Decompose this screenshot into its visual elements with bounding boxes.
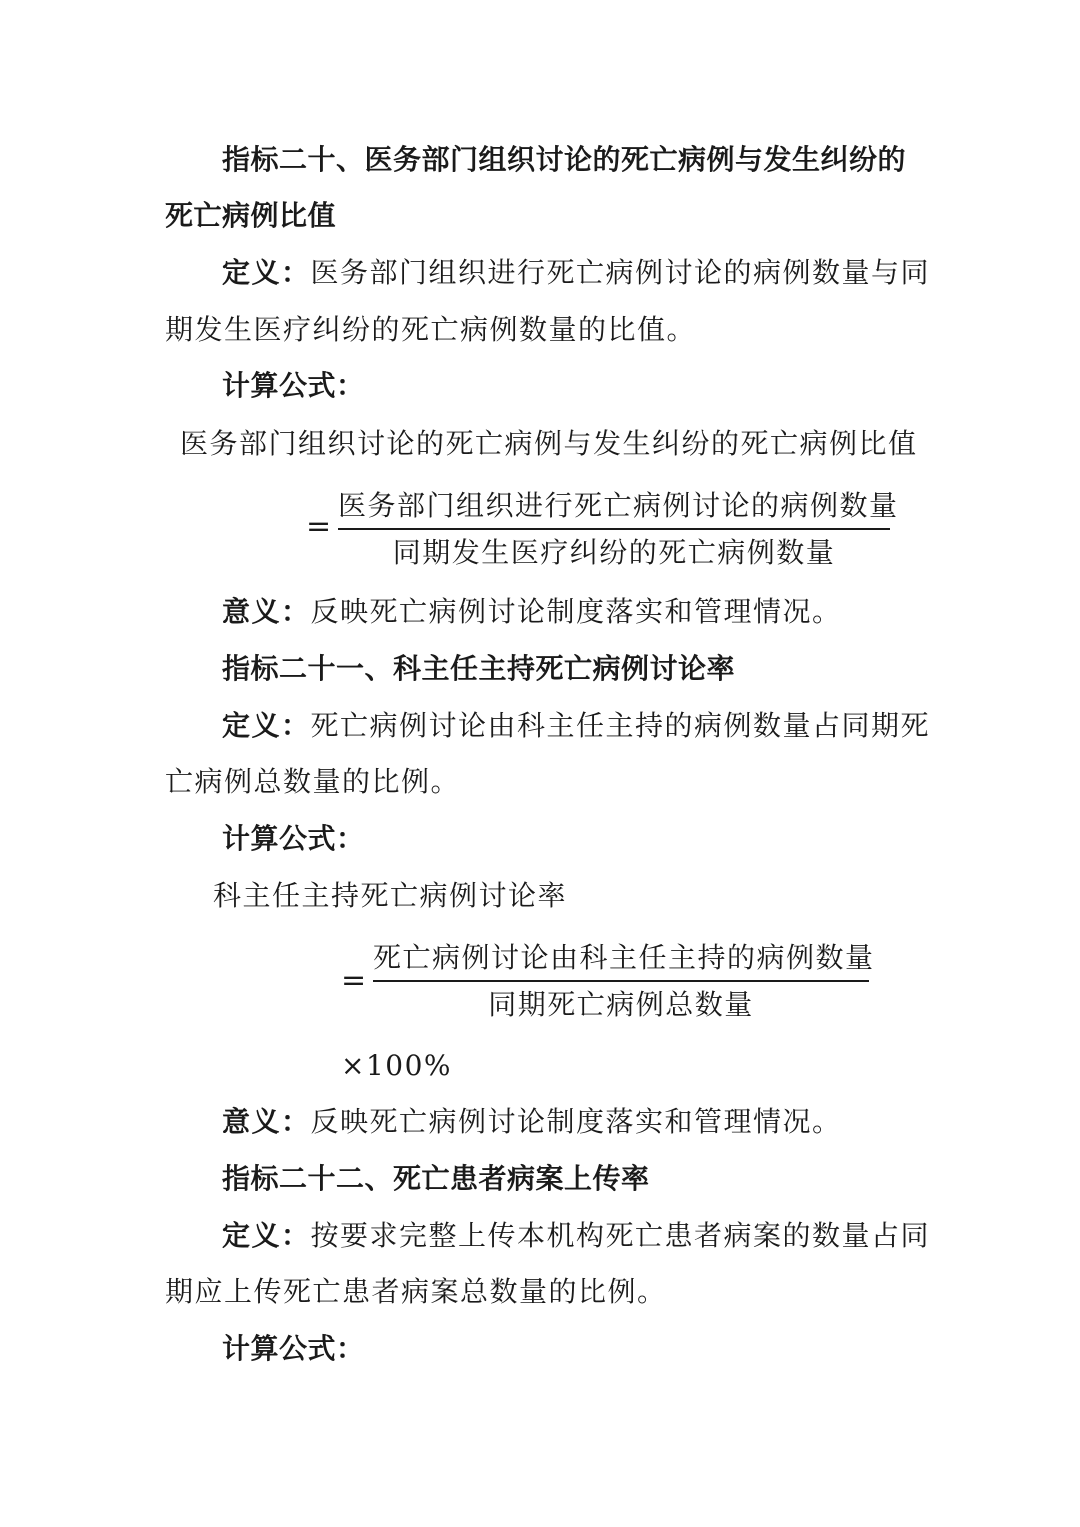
definition-label: 定义： [222,709,311,742]
definition-text: 死亡病例讨论由科主任主持的病例数量占同期死 [310,709,931,742]
indicator-22-definition-line-1 [222,1216,930,1256]
indicator-21-equals-sign: = [341,963,367,998]
definition-text: 按要求完整上传本机构死亡患者病案的数量占同 [310,1219,931,1252]
meaning-label: 意义： [222,1105,311,1138]
indicator-20-fraction-bar [338,528,890,530]
meaning-label: 意义： [222,595,311,628]
indicator-20-heading-line-2: 死亡病例比值 [165,199,337,232]
indicator-21-numerator: 死亡病例讨论由科主任主持的病例数量 [373,941,875,974]
indicator-20-formula-lhs: 医务部门组织讨论的死亡病例与发生纠纷的死亡病例比值 [180,427,918,460]
indicator-20-definition-line-2: 期发生医疗纠纷的死亡病例数量的比值。 [165,313,697,346]
indicator-21-multiplier: ×100% [341,1049,453,1082]
indicator-20-equals-sign: = [306,509,332,544]
indicator-21-definition-line-2: 亡病例总数量的比例。 [165,765,461,798]
indicator-21-fraction-bar [373,980,869,982]
indicator-21-formula-label: 计算公式： [222,822,365,855]
indicator-20-denominator: 同期发生医疗纠纷的死亡病例数量 [392,536,836,569]
indicator-21-denominator: 同期死亡病例总数量 [488,988,754,1021]
definition-label: 定义： [222,1219,311,1252]
indicator-20-heading-line-1: 指标二十、医务部门组织讨论的死亡病例与发生纠纷的 [222,143,907,176]
indicator-22-definition-line-2: 期应上传死亡患者病案总数量的比例。 [165,1275,667,1308]
indicator-20-formula-label: 计算公式： [222,369,365,402]
indicator-20-definition-line-1 [222,253,930,293]
indicator-21-formula-lhs: 科主任主持死亡病例讨论率 [213,879,568,912]
meaning-text: 反映死亡病例讨论制度落实和管理情况。 [310,595,842,628]
indicator-22-formula-label: 计算公式： [222,1332,365,1365]
indicator-22-heading: 指标二十二、死亡患者病案上传率 [222,1162,650,1195]
indicator-21-definition-line-1 [222,706,930,746]
indicator-20-meaning [222,592,842,632]
definition-label: 定义： [222,256,311,289]
meaning-text: 反映死亡病例讨论制度落实和管理情况。 [310,1105,842,1138]
definition-text: 医务部门组织进行死亡病例讨论的病例数量与同 [310,256,931,289]
indicator-21-heading: 指标二十一、科主任主持死亡病例讨论率 [222,652,736,685]
indicator-20-numerator: 医务部门组织进行死亡病例讨论的病例数量 [338,489,899,522]
indicator-21-meaning [222,1102,842,1142]
